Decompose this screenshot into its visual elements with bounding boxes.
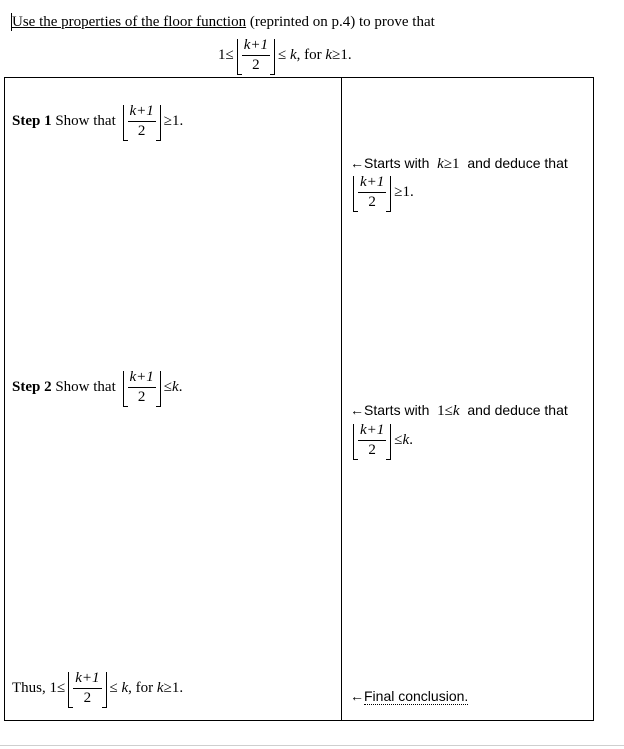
left-arrow-icon: ←	[350, 155, 364, 171]
step-2-hint-expression: $\frac{k+1}{2}$ ≤ k .	[350, 423, 413, 458]
step-2-label: Step 2	[12, 379, 52, 395]
intro-rest: (reprinted on p.4) to prove that	[246, 14, 435, 30]
step-1: Step 1 Show that $\frac{k+1}{2}$ ≥ 1 .	[12, 103, 184, 139]
floor-function-reference[interactable]: Use the properties of the floor function	[12, 14, 247, 30]
page-bottom-rule	[0, 745, 624, 746]
final-conclusion-text: Final conclusion.	[364, 688, 469, 704]
intro-sentence	[12, 14, 435, 31]
floor-expression: $\frac{k+1}{2}$	[237, 38, 275, 73]
floor-expression: $\frac{k+1}{2}$	[123, 370, 161, 405]
column-divider	[341, 77, 342, 721]
step-1-hint-expression: $\frac{k+1}{2}$ ≥ 1 .	[350, 175, 414, 210]
floor-expression: $\frac{k+1}{2}$	[123, 104, 161, 139]
floor-expression: $\frac{k+1}{2}$	[68, 671, 106, 706]
floor-expression: $\frac{k+1}{2}$	[353, 423, 391, 458]
goal-inequality: 1 ≤ $\frac{k+1}{2}$ ≤ k , for k ≥ 1 .	[218, 37, 352, 73]
step-2-hint: ←Starts with 1 ≤ k and deduce that	[350, 402, 568, 419]
step-2: Step 2 Show that $\frac{k+1}{2}$ ≤ k .	[12, 369, 183, 405]
final-conclusion-hint	[350, 688, 468, 704]
step-1-hint: ←Starts with k ≥ 1 and deduce that	[350, 155, 568, 172]
left-arrow-icon: ←	[350, 688, 364, 704]
step-1-label: Step 1	[12, 113, 52, 129]
floor-expression: $\frac{k+1}{2}$	[353, 175, 391, 210]
conclusion: Thus, 1 ≤ $\frac{k+1}{2}$ ≤ k , for k ≥ 1 .	[12, 670, 184, 706]
left-arrow-icon: ←	[350, 402, 364, 418]
